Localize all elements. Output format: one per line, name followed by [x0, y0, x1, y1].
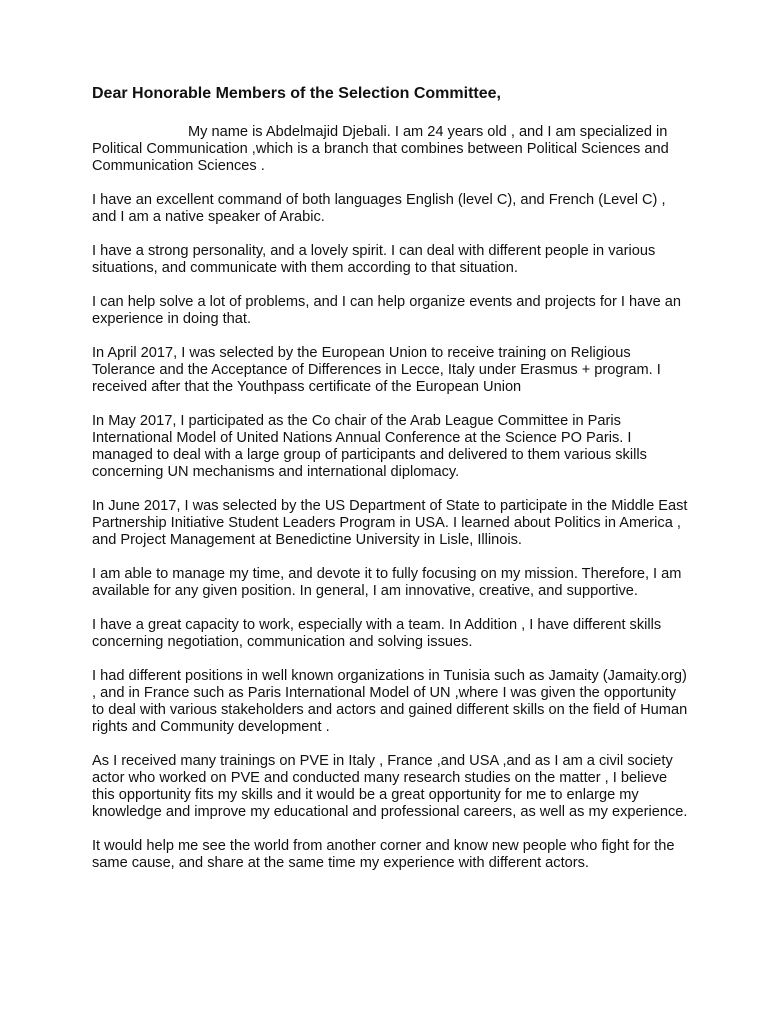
paragraph-pve-trainings: As I received many trainings on PVE in Italy , France ,and USA ,and as I am a civil society actor who worked on PVE and conducted many research studies on the matter , I believe this opportunity fits my skills and it would be a great opportunity for me to enlarge my knowledge and improve my educational and professional careers, as well as my experience. [92, 753, 688, 820]
paragraph-positions: I had different positions in well known organizations in Tunisia such as Jamaity (Jamaity.org) , and in France such as Paris International Model of UN ,where I was given the opportunity to deal with various stakeholders and actors and gained different skills on the field of Human rights and Community development . [92, 668, 688, 735]
paragraph-june-2017: In June 2017, I was selected by the US Department of State to participate in the Middle East Partnership Initiative Student Leaders Program in USA. I learned about Politics in America , and Project Management at Benedictine University in Lisle, Illinois. [92, 498, 688, 548]
paragraph-intro: My name is Abdelmajid Djebali. I am 24 years old , and I am specialized in Political Communication ,which is a branch that combines between Political Sciences and Communication Sciences . [92, 124, 669, 174]
paragraph-time-management: I am able to manage my time, and devote it to fully focusing on my mission. Therefore, I am available for any given position. In general, I am innovative, creative, and supportive. [92, 566, 682, 599]
paragraph-personality: I have a strong personality, and a lovely spirit. I can deal with different people in various situations, and communicate with them according to that situation. [92, 243, 656, 276]
paragraph-may-2017: In May 2017, I participated as the Co chair of the Arab League Committee in Paris International Model of United Nations Annual Conference at the Science PO Paris. I managed to deal with a large group of participants and delivered to them various skills concerning UN mechanisms and international diplomacy. [92, 413, 647, 480]
paragraph-closing: It would help me see the world from another corner and know new people who fight for the same cause, and share at the same time my experience with different actors. [92, 838, 675, 871]
paragraph-teamwork: I have a great capacity to work, especially with a team. In Addition , I have different skills concerning negotiation, communication and solving issues. [92, 617, 662, 650]
paragraph-april-2017: In April 2017, I was selected by the European Union to receive training on Religious Tolerance and the Acceptance of Differences in Lecce, Italy under Erasmus + program. I received after that the Youthpass certificate of the European Union [92, 345, 661, 395]
paragraph-languages: I have an excellent command of both languages English (level C), and French (Level C) , and I am a native speaker of Arabic. [92, 192, 666, 225]
paragraph-problem-solving: I can help solve a lot of problems, and I can help organize events and projects for I have an experience in doing that. [92, 294, 681, 327]
salutation: Dear Honorable Members of the Selection Committee, [92, 85, 501, 102]
letter-body [92, 84, 692, 872]
